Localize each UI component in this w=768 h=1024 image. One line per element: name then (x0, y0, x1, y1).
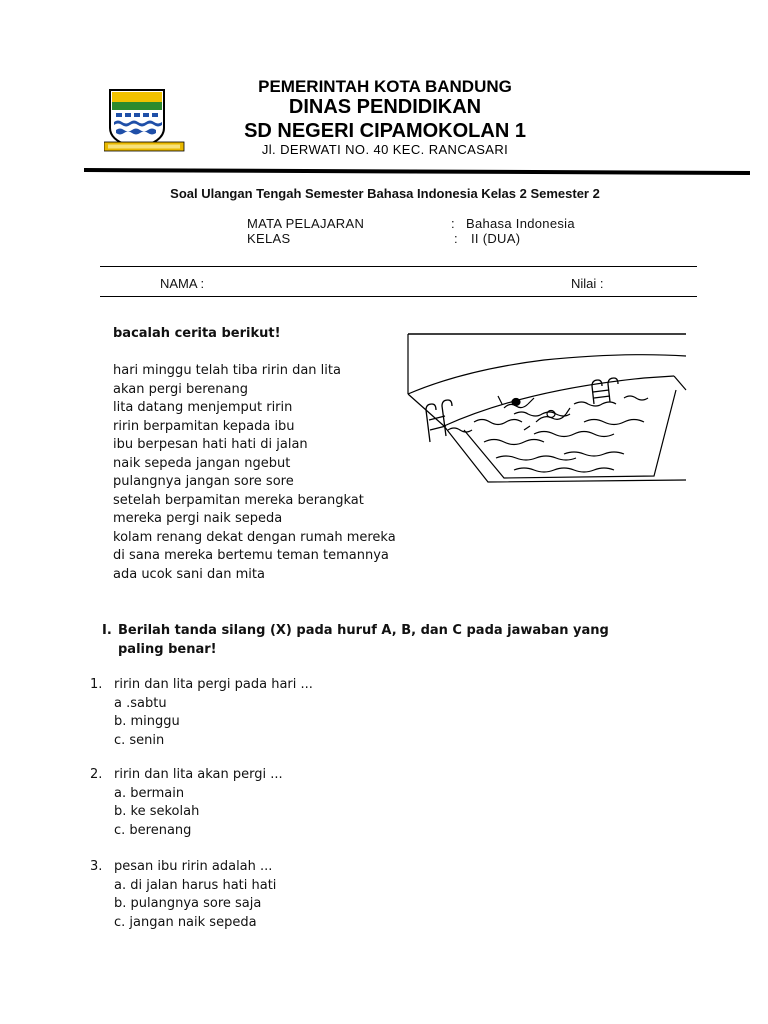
answer-option: c. berenang (114, 823, 192, 839)
story-line: hari minggu telah tiba ririn dan lita (113, 363, 341, 378)
story-line: ririn berpamitan kepada ibu (113, 418, 295, 434)
score-label: Nilai : (571, 276, 604, 291)
header-divider (84, 168, 750, 175)
story-line: naik sepeda jangan ngebut (113, 455, 291, 471)
subject-value: Bahasa Indonesia (466, 216, 575, 231)
question-number: 3. (90, 859, 103, 874)
answer-option: a .sabtu (114, 695, 167, 711)
question-text: pesan ibu ririn adalah ... (114, 859, 273, 874)
swimming-pool-illustration (404, 330, 688, 486)
story-line: ibu berpesan hati hati di jalan (113, 437, 308, 452)
answer-option: b. minggu (114, 714, 180, 730)
question-2 (90, 766, 590, 841)
question-text: ririn dan lita pergi pada hari ... (114, 677, 313, 692)
name-row-top-line (100, 266, 697, 267)
answer-option: a. di jalan harus hati hati (114, 877, 277, 893)
header-address: Jl. DERWATI NO. 40 KEC. RANCASARI (261, 142, 509, 157)
subject-label: MATA PELAJARAN (247, 216, 365, 231)
subject-separator: : (451, 216, 455, 231)
section-number: I. (102, 623, 112, 638)
answer-option: b. ke sekolah (114, 804, 200, 820)
story-line: mereka pergi naik sepeda (113, 511, 283, 526)
story-line: lita datang menjemput ririn (113, 400, 293, 415)
story-title: bacalah cerita berikut! (113, 326, 281, 341)
answer-option: b. pulangnya sore saja (114, 896, 262, 912)
exam-title: Soal Ulangan Tengah Semester Bahasa Indonesia Kelas 2 Semester 2 (170, 186, 600, 201)
question-3 (90, 858, 590, 933)
question-number: 2. (90, 767, 103, 782)
answer-option: c. jangan naik sepeda (114, 915, 257, 931)
bandung-seal-icon (104, 86, 188, 156)
section-instruction-line-1: Berilah tanda silang (X) pada huruf A, B, dan C pada jawaban yang (118, 623, 609, 638)
answer-option: c. senin (114, 733, 165, 749)
header-school-name: SD NEGERI CIPAMOKOLAN 1 (244, 120, 526, 142)
question-1 (90, 676, 590, 751)
question-number: 1. (90, 677, 103, 692)
story-line: kolam renang dekat dengan rumah mereka (113, 529, 396, 545)
story-line: pulangnya jangan sore sore (113, 474, 294, 489)
story-block (113, 325, 396, 584)
story-line: setelah berpamitan mereka berangkat (113, 492, 364, 508)
header-government-name: PEMERINTAH KOTA BANDUNG (258, 77, 512, 96)
name-label: NAMA : (160, 276, 205, 291)
name-row-bottom-line (100, 296, 697, 297)
story-line: di sana mereka bertemu teman temannya (113, 548, 389, 563)
story-line: ada ucok sani dan mita (113, 566, 265, 582)
answer-option: a. bermain (114, 785, 185, 801)
header-department-name: DINAS PENDIDIKAN (288, 96, 482, 118)
section-instruction-line-2: paling benar! (118, 642, 217, 657)
class-separator: : (454, 231, 458, 246)
story-line: akan pergi berenang (113, 381, 248, 397)
question-text: ririn dan lita akan pergi ... (114, 767, 283, 782)
class-value: II (DUA) (471, 231, 521, 246)
class-label: KELAS (247, 231, 291, 246)
